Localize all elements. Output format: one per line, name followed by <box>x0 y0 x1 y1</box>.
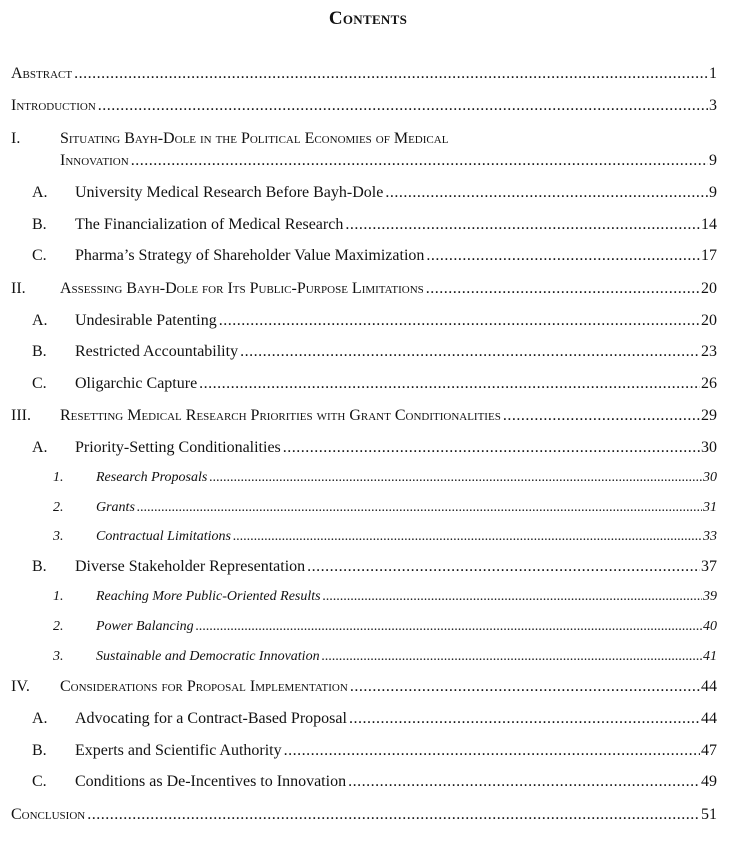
leader-dots <box>284 741 700 761</box>
toc-numeral: I. <box>11 130 21 147</box>
toc-entry-part-2[interactable] <box>11 279 717 299</box>
toc-label: Priority-Setting Conditionalities <box>75 439 281 456</box>
toc-numeral: 3. <box>53 649 64 664</box>
toc-numeral: B. <box>32 216 47 233</box>
toc-page-number: 20 <box>701 312 717 329</box>
toc-entry-3a3[interactable] <box>53 527 717 547</box>
toc-entry-conclusion[interactable] <box>11 805 717 825</box>
leader-dots <box>350 677 700 697</box>
toc-label: Introduction <box>11 97 96 114</box>
toc-numeral: C. <box>32 773 47 790</box>
toc-label: Grants <box>96 500 135 515</box>
toc-label: Considerations for Proposal Implementation <box>60 678 348 695</box>
toc-numeral: A. <box>32 312 48 329</box>
toc-entry-abstract[interactable] <box>11 64 717 84</box>
toc-label: The Financialization of Medical Research <box>75 216 344 233</box>
toc-page-number: 29 <box>701 407 717 424</box>
toc-page-number: 17 <box>701 247 717 264</box>
toc-label: Sustainable and Democratic Innovation <box>96 649 320 664</box>
toc-numeral: II. <box>11 280 26 297</box>
toc-numeral: 1. <box>53 589 64 604</box>
toc-label-line1[interactable]: Situating Bayh-Dole in the Political Economies of Medical <box>60 130 449 147</box>
leader-dots <box>307 557 700 577</box>
toc-numeral: A. <box>32 439 48 456</box>
toc-label: Power Balancing <box>96 619 194 634</box>
leader-dots <box>322 647 702 667</box>
toc-label: Research Proposals <box>96 470 208 485</box>
toc-label: Resetting Medical Research Priorities with Grant Conditionalities <box>60 407 501 424</box>
toc-numeral: C. <box>32 247 47 264</box>
toc-label: Innovation <box>60 152 129 169</box>
toc-label: Restricted Accountability <box>75 343 239 360</box>
toc-entry-3b1[interactable] <box>53 587 717 607</box>
toc-label: University Medical Research Before Bayh-Dole <box>75 184 384 201</box>
toc-entry-4a[interactable] <box>32 709 717 729</box>
toc-page-number: 31 <box>703 500 717 515</box>
leader-dots <box>137 498 702 518</box>
toc-entry-part-4[interactable] <box>11 677 717 697</box>
toc-entry-3a2[interactable] <box>53 498 717 518</box>
leader-dots <box>196 617 702 637</box>
toc-entry-2c[interactable] <box>32 374 717 394</box>
toc-entry-3b[interactable] <box>32 557 717 577</box>
toc-numeral: C. <box>32 375 47 392</box>
toc-numeral: III. <box>11 407 31 424</box>
toc-label: Undesirable Patenting <box>75 312 217 329</box>
toc-entry-3b3[interactable] <box>53 647 717 667</box>
toc-numeral: IV. <box>11 678 30 695</box>
toc-entry-2b[interactable] <box>32 342 717 362</box>
toc-numeral: A. <box>32 184 48 201</box>
toc-entry-1b[interactable] <box>32 215 717 235</box>
toc-page-number: 33 <box>703 529 717 544</box>
leader-dots <box>219 311 700 331</box>
toc-page-number: 44 <box>701 710 717 727</box>
toc-numeral: 2. <box>53 619 64 634</box>
toc-numeral: B. <box>32 742 47 759</box>
toc-page-number: 37 <box>701 558 717 575</box>
toc-numeral: 2. <box>53 500 64 515</box>
leader-dots <box>209 468 702 488</box>
toc-numeral: B. <box>32 343 47 360</box>
leader-dots <box>233 527 702 547</box>
toc-label: Experts and Scientific Authority <box>75 742 282 759</box>
toc-entry-3a1[interactable] <box>53 468 717 488</box>
leader-dots <box>345 215 700 235</box>
toc-page-number: 9 <box>709 152 717 169</box>
toc-entry-3a[interactable] <box>32 438 717 458</box>
page-title: Contents <box>328 8 408 29</box>
leader-dots <box>503 406 700 426</box>
toc-label: Pharma’s Strategy of Shareholder Value Maximization <box>75 247 425 264</box>
toc-entry-1a[interactable] <box>32 183 717 203</box>
toc-entry-3b2[interactable] <box>53 617 717 637</box>
toc-page-number: 1 <box>709 65 717 82</box>
toc-entry-1c[interactable] <box>32 246 717 266</box>
toc-page-number: 51 <box>701 806 717 823</box>
toc-page-number: 23 <box>701 343 717 360</box>
leader-dots <box>426 246 700 266</box>
leader-dots <box>385 183 708 203</box>
toc-page-number: 41 <box>703 649 717 664</box>
toc-entry-part-1[interactable] <box>60 151 717 171</box>
toc-page-number: 14 <box>701 216 717 233</box>
leader-dots <box>426 279 700 299</box>
toc-label: Reaching More Public-Oriented Results <box>96 589 321 604</box>
leader-dots <box>98 96 708 116</box>
toc-numeral: A. <box>32 710 48 727</box>
toc-page-number: 39 <box>703 589 717 604</box>
toc-page-number: 30 <box>701 439 717 456</box>
toc-page-number: 40 <box>703 619 717 634</box>
leader-dots <box>323 587 702 607</box>
toc-numeral: 1. <box>53 470 64 485</box>
toc-label: Diverse Stakeholder Representation <box>75 558 306 575</box>
toc-label: Conclusion <box>11 806 86 823</box>
toc-page-number: 20 <box>701 280 717 297</box>
toc-label: Assessing Bayh-Dole for Its Public-Purpose Limitations <box>60 280 424 297</box>
toc-entry-4b[interactable] <box>32 741 717 761</box>
toc-entry-2a[interactable] <box>32 311 717 331</box>
toc-numeral: 3. <box>53 529 64 544</box>
toc-page-number: 3 <box>709 97 717 114</box>
leader-dots <box>87 805 700 825</box>
toc-label: Oligarchic Capture <box>75 375 198 392</box>
leader-dots <box>348 772 700 792</box>
leader-dots <box>349 709 700 729</box>
toc-page-number: 44 <box>701 678 717 695</box>
toc-label: Contractual Limitations <box>96 529 231 544</box>
toc-page-number: 47 <box>701 742 717 759</box>
leader-dots <box>131 151 708 171</box>
leader-dots <box>199 374 700 394</box>
leader-dots <box>240 342 700 362</box>
leader-dots <box>74 64 708 84</box>
toc-page-number: 49 <box>701 773 717 790</box>
toc-label: Abstract <box>11 65 73 82</box>
leader-dots <box>283 438 700 458</box>
toc-label: Conditions as De-Incentives to Innovation <box>75 773 347 790</box>
toc-page-number: 26 <box>701 375 717 392</box>
toc-entry-4c[interactable] <box>32 772 717 792</box>
toc-page-number: 9 <box>709 184 717 201</box>
toc-numeral: B. <box>32 558 47 575</box>
toc-entry-introduction[interactable] <box>11 96 717 116</box>
toc-page-number: 30 <box>703 470 717 485</box>
toc-entry-part-3[interactable] <box>11 406 717 426</box>
toc-label: Advocating for a Contract-Based Proposal <box>75 710 347 727</box>
